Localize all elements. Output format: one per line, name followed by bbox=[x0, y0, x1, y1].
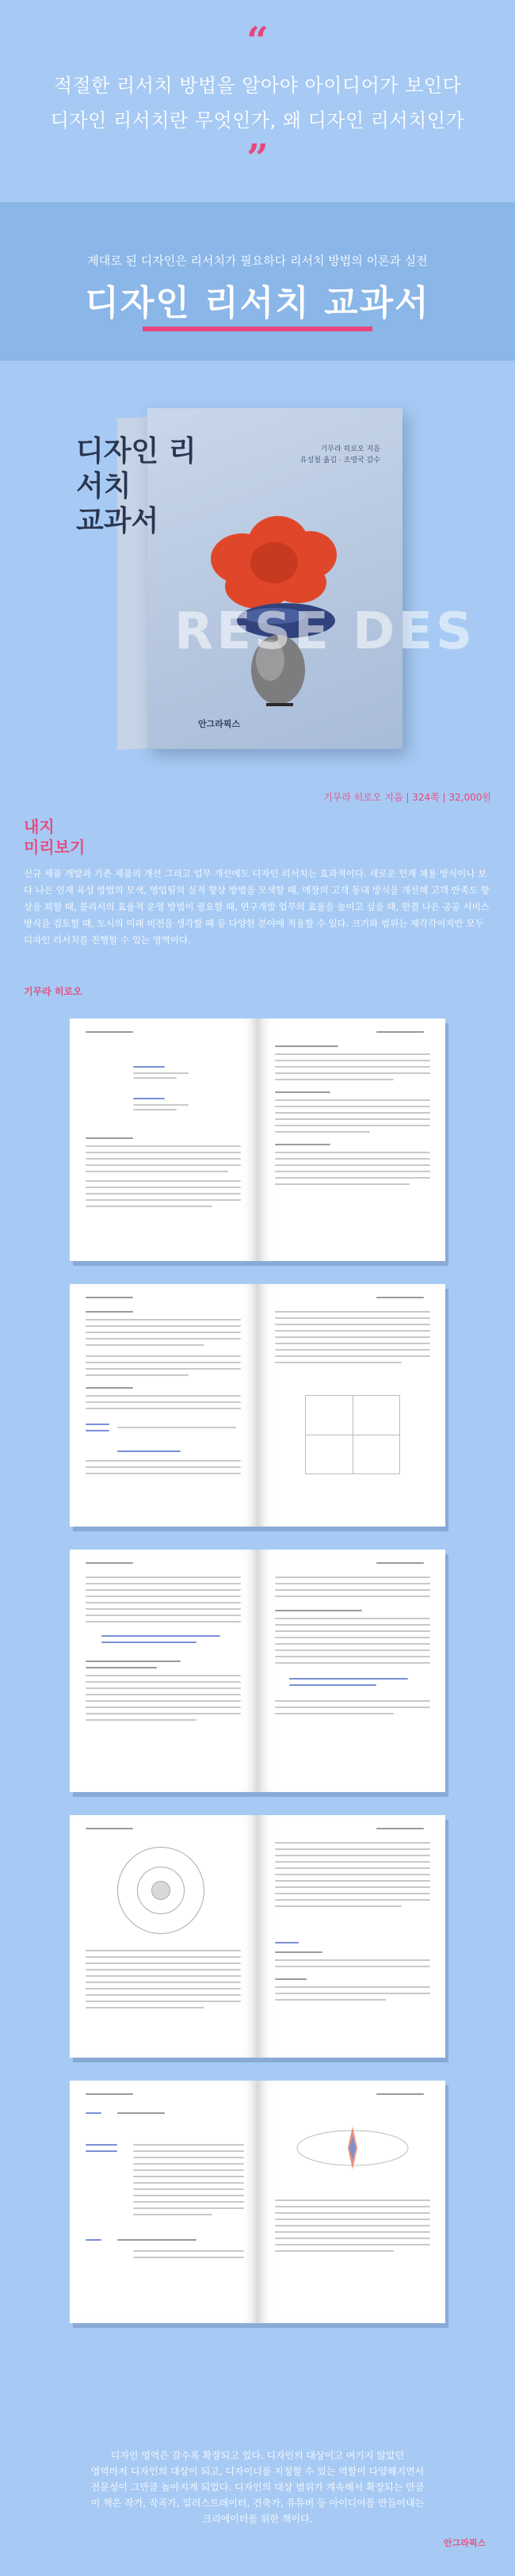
spread-page-right bbox=[258, 1815, 445, 2058]
quote-line-2: 디자인 리서치란 무엇인가, 왜 디자인 리서치인가 bbox=[50, 109, 465, 132]
spread-page-right bbox=[258, 1019, 445, 1261]
preview-title-line-1: 내지 bbox=[24, 817, 55, 836]
publisher-logo: 안그라픽스 bbox=[444, 2538, 486, 2548]
preview-title-line-2: 미리보기 bbox=[24, 838, 86, 857]
cover-author-line-2: 유성철 옮김 · 조영국 감수 bbox=[299, 457, 380, 464]
cover-author-line-1: 기무라 히로오 지음 bbox=[320, 445, 380, 453]
quote-open-mark: “ bbox=[246, 19, 269, 63]
spread-page-left bbox=[70, 1019, 258, 1261]
spread-page-left bbox=[70, 1284, 258, 1527]
spread-page-left bbox=[70, 1550, 258, 1792]
closing-line-3: 전문성이 그만큼 높아지게 되었다. 디자인의 대상 범위가 계속해서 확장되는 만큼 bbox=[90, 2482, 425, 2493]
book-main-title: 디자인 리서치 교과서 bbox=[85, 283, 430, 323]
closing-text bbox=[24, 2448, 491, 2527]
cover-publisher: 안그라픽스 bbox=[198, 719, 241, 729]
cover-title bbox=[76, 434, 219, 539]
quote-close-mark: ” bbox=[246, 136, 269, 181]
page-spread-4 bbox=[70, 1815, 445, 2058]
preview-author: 기무라 히로오 bbox=[24, 986, 82, 997]
page-spread-2 bbox=[70, 1284, 445, 1527]
quote-line-1: 적절한 리서치 방법을 알아야 아이디어가 보인다 bbox=[53, 75, 462, 97]
closing-line-5: 크리에이터를 위한 책이다. bbox=[202, 2513, 313, 2524]
page-spread-3 bbox=[70, 1550, 445, 1792]
page-spread-5 bbox=[70, 2081, 445, 2323]
cover-big-text: RESE DES bbox=[174, 602, 476, 661]
cover-title-line-1: 디자인 리서치 bbox=[76, 435, 196, 503]
preview-title bbox=[24, 816, 85, 858]
preview-description: 신규 제품 개발과 기존 제품의 개선 그리고 업무 개선에도 디자인 리서치는 효과적이다. 새로운 인재 채용 방식이나 보다 나은 인재 육성 방법의 모색, 영업팀의 실적 향상 방법을 모색할 때, 매장의 고객 동대 방식을 개선해 고객 만족도 향상을 꾀할 때, 물리서의 효율적 운영 방법이 필요할 때, 연구개발 업무의 효율을 높이고 싶을 때, 한결 나은 공공 서비스 방식을 검토할 때, 도시의 미래 비전을 생각할 때 등 다양한 분야에 적용할 수 있다. 크기와 범위는 제각각이지만 모두 디자인 리서치를 진행할 수 있는 영역이다. bbox=[24, 868, 490, 946]
page-spread-1 bbox=[70, 1019, 445, 1261]
book-subtitle: 제대로 된 디자인은 리서치가 필요하다 리서치 방법의 이론과 실전 bbox=[87, 254, 428, 268]
spread-page-left bbox=[70, 1815, 258, 2058]
closing-line-1: 디자인 영역은 갈수록 확장되고 있다. 디자인의 대상이고 여기지 않았던 bbox=[110, 2450, 405, 2461]
process-diagram bbox=[289, 2120, 416, 2176]
red-sculpture bbox=[211, 516, 337, 609]
spread-page-right bbox=[258, 1550, 445, 1792]
closing-line-2: 영역마저 디자인의 대상이 되고, 디자이너를 지칭할 수 있는 역할이 다양해지면서 bbox=[90, 2466, 425, 2477]
book-info: 기무라 히로오 지음 | 324쪽 | 32,000원 bbox=[323, 792, 491, 803]
closing-line-4: 이 책은 작가, 작곡가, 일러스트레이터, 건축가, 유튜버 등 아이디어를 만들어내는 bbox=[90, 2498, 425, 2509]
cover-title-line-2: 교과서 bbox=[76, 505, 159, 537]
spread-page-right bbox=[258, 1284, 445, 1527]
title-underline bbox=[143, 327, 372, 331]
spread-page-left bbox=[70, 2081, 258, 2323]
spread-page-right bbox=[258, 2081, 445, 2323]
cover-author bbox=[261, 444, 380, 466]
